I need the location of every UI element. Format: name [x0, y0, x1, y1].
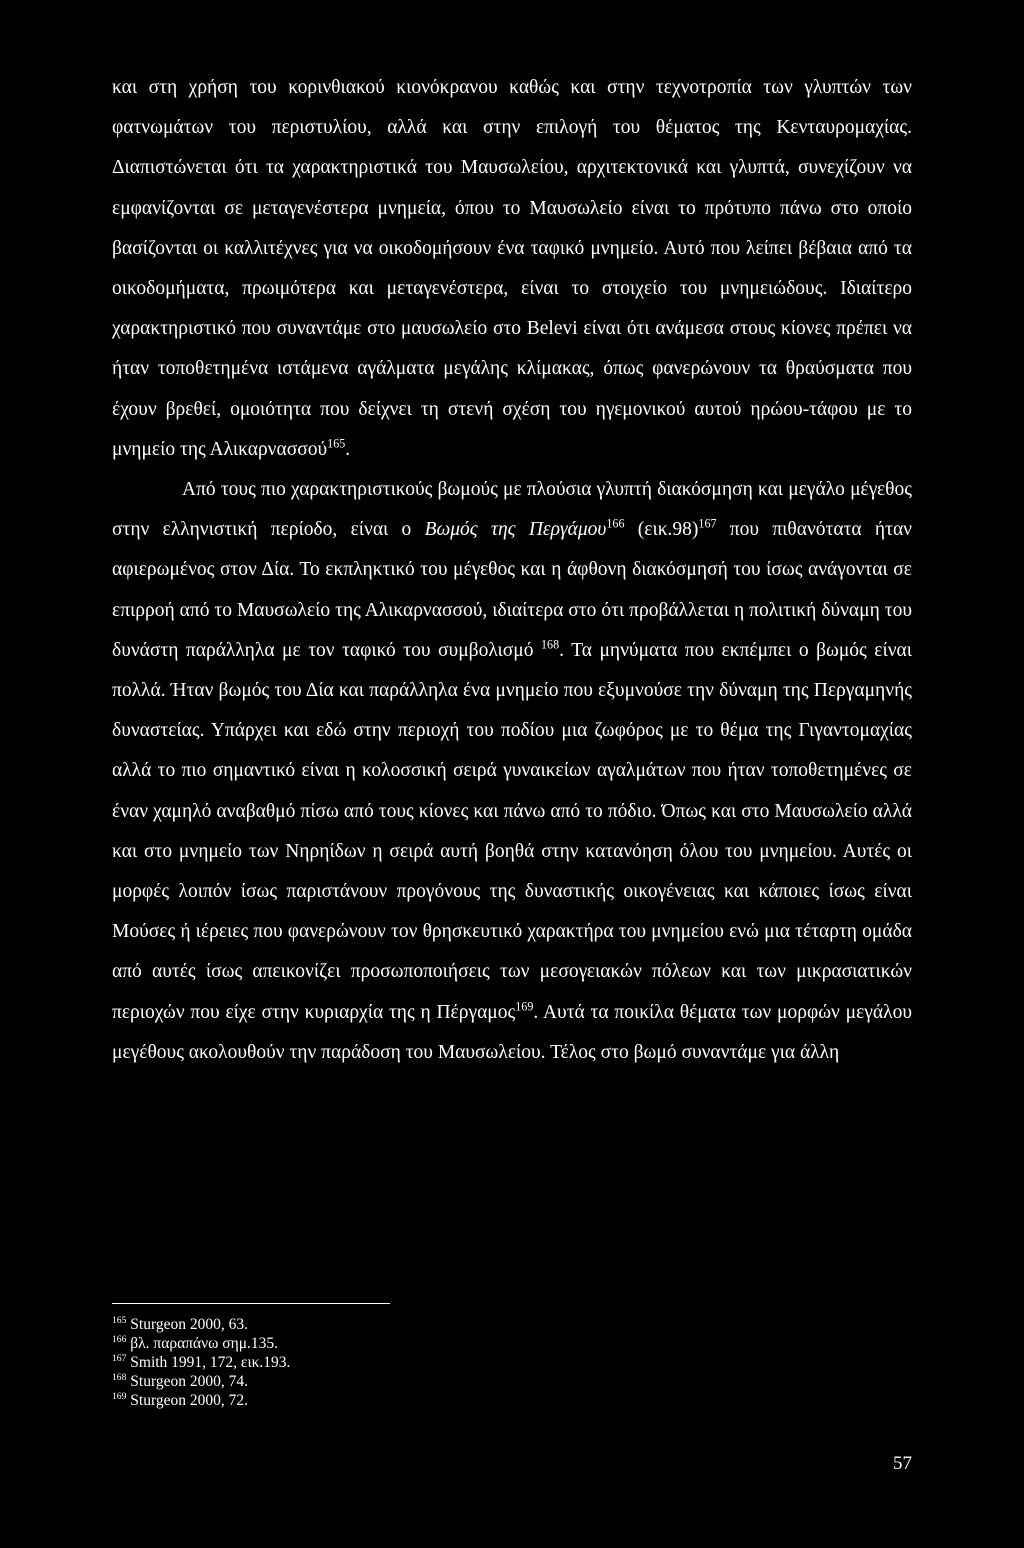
footnote-number: 168: [112, 1371, 127, 1383]
pergamon-altar-title: Βωμός της Περγάμου: [424, 519, 607, 541]
footnote-ref-165: 165: [327, 436, 346, 451]
footnote: [112, 1372, 712, 1391]
footnote-text: Sturgeon 2000, 72.: [130, 1392, 248, 1409]
footnote-text: βλ. παραπάνω σημ.135.: [130, 1335, 279, 1352]
footnote-text: Sturgeon 2000, 63.: [130, 1316, 248, 1333]
page-number: 57: [893, 1453, 912, 1474]
footnote-ref-169: 169: [515, 999, 534, 1014]
paragraph-1: [112, 68, 912, 470]
footnote: [112, 1315, 712, 1334]
footnote-number: 166: [112, 1333, 127, 1345]
footnote-ref-167: 167: [698, 516, 717, 531]
footnote-text: Sturgeon 2000, 74.: [130, 1373, 248, 1390]
footnote-separator: [112, 1303, 390, 1304]
footnote: [112, 1391, 712, 1410]
paragraph-2-text-b: (εικ.98): [624, 519, 699, 541]
footnote-ref-168: 168: [541, 637, 560, 652]
paragraph-2: [112, 470, 912, 1073]
paragraph-2-text-c: που πιθανότατα ήταν αφιερωμένος στον Δία. Το εκπληκτικό του μέγεθος και η άφθονη διακόσμησή του ίσως ανάγονται σε επιρροή από το Μαυσωλείο της Αλικαρνασσού, ιδιαίτερα στο ότι προβάλλεται η πολιτική δύναμη του δυνάστη παράλληλα με τον ταφικό του συμβολισμό: [112, 519, 912, 661]
footnote-number: 165: [112, 1314, 127, 1326]
footnote-number: 169: [112, 1390, 127, 1402]
paragraph-2-text-d: . Τα μηνύματα που εκπέμπει ο βωμός είναι πολλά. Ήταν βωμός του Δία και παράλληλα ένα μνημείο που εξυμνούσε την δύναμη της Περγαμηνής δυναστείας. Υπάρχει και εδώ στην περιοχή του ποδίου μια ζωφόρος με το θέμα της Γιγαντομαχίας αλλά το πιο σημαντικό είναι η κολοσσική σειρά γυναικείων αγαλμάτων που ήταν τοποθετημένες σε έναν χαμηλό αναβαθμό πίσω από τους κίονες και πάνω από το πόδιο. Όπως και στο Μαυσωλείο αλλά και στο μνημείο των Νηρηίδων η σειρά αυτή βοηθά στην κατανόηση όλου του μνημείου. Αυτές οι μορφές λοιπόν ίσως παριστάνουν προγόνους της δυναστικής οικογένειας και κάποιες ίσως είναι Μούσες ή ιέρειες που φανερώνουν τον θρησκευτικό χαρακτήρα του μνημείου ενώ μια τέταρτη ομάδα από αυτές ίσως απεικονίζει προσωποποιήσεις των μεσογειακών πόλεων και των μικρασιατικών περιοχών που είχε στην κυριαρχία της η Πέργαμος: [112, 639, 912, 1023]
footnote: [112, 1334, 712, 1353]
footnote-number: 167: [112, 1352, 127, 1364]
paragraph-2-text-e: . Αυτά τα ποικίλα θέματα των μορφών μεγάλου μεγέθους ακολουθούν την παράδοση του Μαυσωλείου. Τέλος στο βωμό συναντάμε για άλλη: [112, 1001, 912, 1063]
paragraph-1-end: .: [345, 438, 351, 460]
footnotes: [112, 1315, 712, 1410]
paragraph-1-text: και στη χρήση του κορινθιακού κιονόκρανου καθώς και στην τεχνοτροπία των γλυπτών των φατνωμάτων του περιστυλίου, αλλά και στην επιλογή του θέματος της Κενταυρομαχίας. Διαπιστώνεται ότι τα χαρακτηριστικά του Μαυσωλείου, αρχιτεκτονικά και γλυπτά, συνεχίζουν να εμφανίζονται σε μεταγενέστερα μνημεία, όπου το Μαυσωλείο είναι το πρότυπο πάνω στο οποίο βασίζονται οι καλλιτέχνες για να οικοδομήσουν ένα ταφικό μνημείο. Αυτό που λείπει βέβαια από τα οικοδομήματα, πρωιμότερα και μεταγενέστερα, είναι το στοιχείο του μνημειώδους. Ιδιαίτερο χαρακτηριστικό που συναντάμε στο μαυσωλείο στο Belevi είναι ότι ανάμεσα στους κίονες πρέπει να ήταν τοποθετημένα ιστάμενα αγάλματα μεγάλης κλίμακας, όπως φανερώνουν τα θραύσματα που έχουν βρεθεί, ομοιότητα που δείχνει τη στενή σχέση του ηγεμονικού αυτού ηρώου-τάφου με το μνημείο της Αλικαρνασσού: [112, 77, 912, 460]
footnote-ref-166: 166: [606, 516, 625, 531]
footnote: [112, 1353, 712, 1372]
footnote-text: Smith 1991, 172, εικ.193.: [130, 1354, 291, 1371]
paragraph-2-text-a: Από τους πιο χαρακτηριστικούς βωμούς με πλούσια γλυπτή διακόσμηση και μεγάλο μέγεθος στην ελληνιστική περίοδο, είναι ο: [112, 479, 912, 541]
main-text: [112, 68, 912, 1073]
